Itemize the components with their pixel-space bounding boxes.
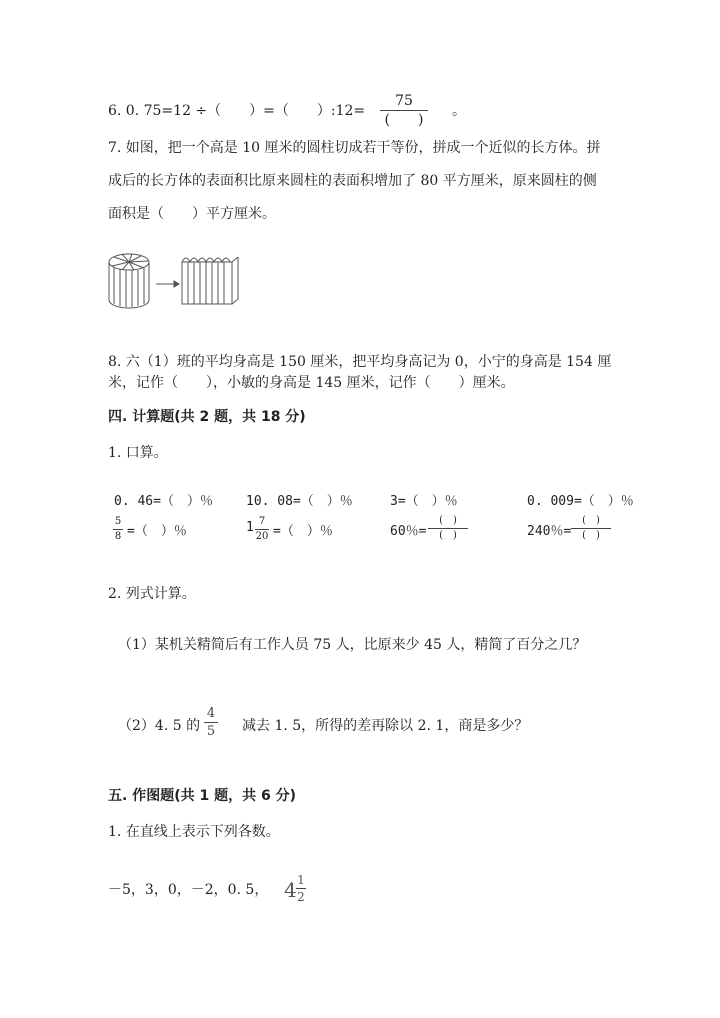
oral-r2c2-numerator: 7: [258, 516, 266, 527]
oral-r2c4-fraction: [571, 516, 611, 541]
section4-q2-2-fraction: [204, 707, 218, 738]
oral-r2c1-bar: [113, 529, 123, 530]
q6-end: 。: [452, 103, 466, 119]
section4-q2-2-tail: 减去 1. 5，所得的差再除以 2. 1，商是多少？: [242, 718, 529, 734]
q6-fraction: [380, 94, 428, 127]
q8-line2: 米，记作（ ），小敏的身高是 145 厘米，记作（ ）厘米。: [108, 375, 515, 391]
q2-2-numerator: 4: [206, 706, 216, 721]
oral-r2c2-fraction: [255, 517, 269, 542]
section4-q1-title: 1. 口算。: [108, 445, 168, 461]
q7-line1: 7. 如图，把一个高是 10 厘米的圆柱切成若干等份，拼成一个近似的长方体。拼: [108, 140, 601, 156]
cylinder-shape: [109, 254, 149, 308]
oral-r2c3-fraction: [428, 516, 468, 541]
oral-r2c1-denominator: 8: [114, 531, 122, 542]
oral-r1c1: 0. 46=（ ）％: [114, 494, 213, 509]
q6-fraction-denominator: ( ): [384, 112, 424, 128]
cuboid-shape: [182, 257, 238, 304]
mixed-number-numerator: 1: [297, 873, 305, 887]
oral-r2c3-numerator: ( ): [439, 515, 457, 526]
section4-q2-1: （1）某机关精简后有工作人员 75 人，比原来少 45 人，精简了百分之几？: [118, 637, 587, 653]
oral-r2c4-bar: [571, 528, 611, 529]
arrow-right-icon: [156, 281, 179, 287]
oral-r2c1-tail: =（ ）％: [127, 524, 187, 539]
oral-r2c2-tail: =（ ）％: [273, 524, 333, 539]
q8-line1: 8. 六（1）班的平均身高是 150 厘米，把平均身高记为 0，小宁的身高是 154 厘: [108, 354, 612, 370]
q6-fraction-numerator: 75: [395, 93, 413, 109]
oral-r2c2-denominator: 20: [255, 531, 269, 542]
q6-fraction-bar: [380, 110, 428, 111]
oral-r1c3: 3=（ ）％: [390, 494, 458, 509]
section5-q1-title: 1. 在直线上表示下列各数。: [108, 824, 280, 840]
oral-r2c1-numerator: 5: [114, 516, 122, 527]
oral-r2c2-bar: [255, 529, 269, 530]
q2-2-denominator: 5: [206, 724, 216, 739]
mixed-number-bar: [296, 888, 306, 889]
mixed-number-denominator: 2: [297, 890, 305, 904]
q7-line2: 成后的长方体的表面积比原来圆柱的表面积增加了 80 平方厘米，原来圆柱的侧: [108, 173, 597, 189]
section5-title: 五. 作图题(共 1 题，共 6 分): [108, 788, 296, 804]
q7-line3: 面积是（ ）平方厘米。: [108, 206, 276, 222]
mixed-number-whole: 4: [284, 878, 297, 902]
q2-2-bar: [204, 722, 218, 723]
section4-q2-title: 2. 列式计算。: [108, 586, 196, 602]
oral-r2c3-lead: 60％=: [390, 524, 427, 539]
oral-r2c2-whole: 1: [246, 520, 254, 535]
section4-title: 四. 计算题(共 2 题，共 18 分): [108, 409, 306, 425]
oral-r1c4: 0. 009=（ ）％: [527, 494, 634, 509]
oral-r2c4-numerator: ( ): [582, 515, 600, 526]
oral-r2c1-fraction: [113, 517, 123, 542]
section5-numbers: －5，3，0，－2，0. 5，: [108, 882, 269, 898]
q6-text: 6. 0. 75=12 ÷（ ）=（ ）:12=: [108, 103, 366, 119]
oral-r2c4-lead: 240％=: [527, 524, 572, 539]
oral-r2c4-denominator: ( ): [582, 530, 600, 541]
section4-q2-2-lead: （2）4. 5 的: [118, 718, 201, 734]
cylinder-to-cuboid-figure: [104, 250, 244, 312]
oral-r2c3-bar: [428, 528, 468, 529]
mixed-number-fraction: [296, 874, 306, 903]
oral-r1c2: 10. 08=（ ）％: [246, 494, 353, 509]
oral-r2c3-denominator: ( ): [439, 530, 457, 541]
